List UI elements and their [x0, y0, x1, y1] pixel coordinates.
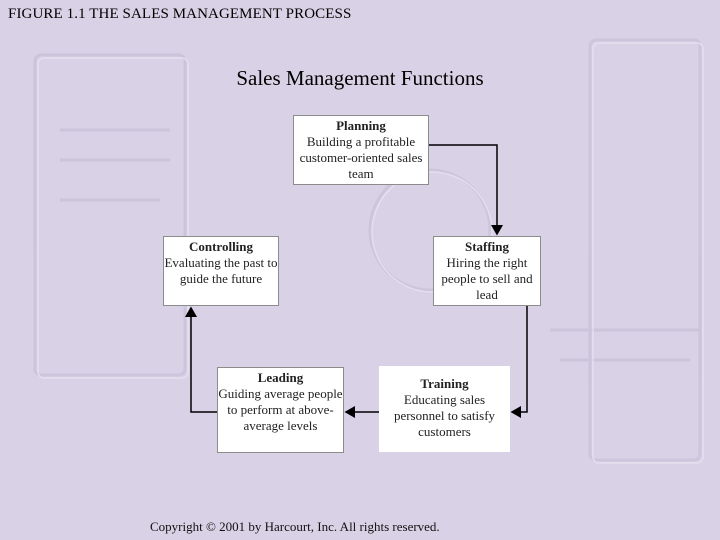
- staffing-box: [433, 236, 541, 306]
- training-box: [379, 366, 510, 452]
- leading-heading: Leading: [257, 370, 304, 385]
- copyright-notice: Copyright © 2001 by Harcourt, Inc. All rights reserved.: [150, 519, 440, 534]
- training-description: Educating sales personnel to satisfy customers: [393, 392, 496, 439]
- controlling-description: Evaluating the past to guide the future: [164, 255, 278, 286]
- slide-title: Sales Management Functions: [236, 66, 484, 90]
- arrow-planning-to-staffing: [429, 145, 497, 234]
- controlling-heading: Controlling: [188, 239, 254, 254]
- planning-box: [293, 115, 429, 185]
- arrow-leading-to-controlling: [191, 308, 217, 412]
- planning-heading: Planning: [336, 118, 386, 133]
- leading-box: [217, 367, 344, 453]
- arrow-staffing-to-training: [512, 306, 527, 412]
- staffing-description: Hiring the right people to sell and lead: [441, 255, 533, 302]
- leading-description: Guiding average people to perform at above-average levels: [218, 386, 343, 433]
- staffing-heading: Staffing: [464, 239, 510, 254]
- planning-description: Building a profitable customer-oriented sales team: [299, 134, 423, 181]
- figure-title: FIGURE 1.1 THE SALES MANAGEMENT PROCESS: [8, 6, 352, 22]
- training-heading: Training: [420, 376, 469, 391]
- controlling-box: [163, 236, 279, 306]
